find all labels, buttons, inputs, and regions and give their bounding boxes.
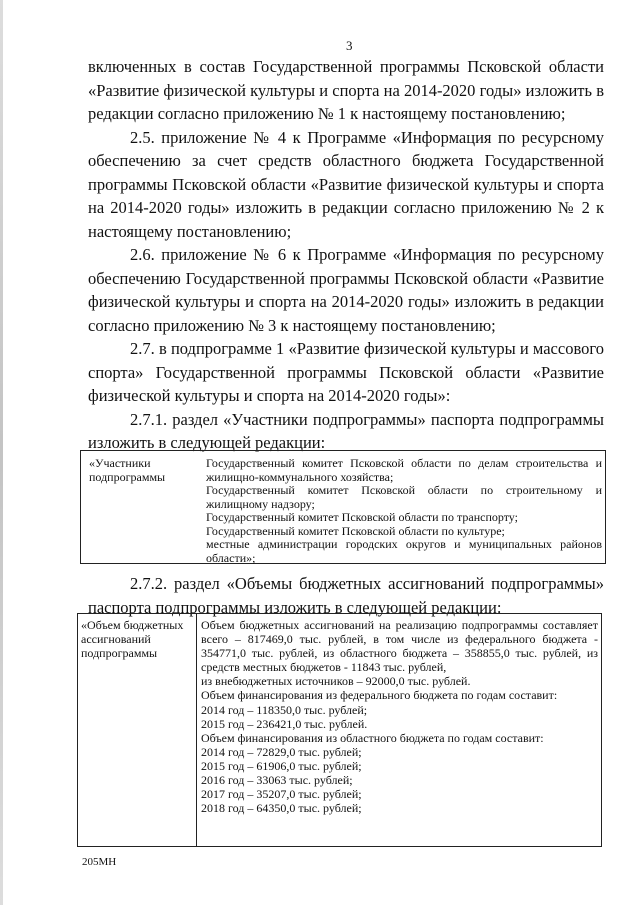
footer-code: 205МН: [82, 856, 117, 868]
column-divider: [196, 614, 197, 846]
participants-label: «Участники подпрограммы: [89, 456, 166, 484]
regional-year: 2016 год – 33063 тыс. рублей;: [201, 773, 353, 788]
participant-item: Государственный комитет Псковской области по строительному и жилищному надзору;: [206, 483, 602, 511]
regional-heading: Объем финансирования из областного бюджета по годам составит:: [201, 730, 544, 745]
budget-content: [201, 618, 598, 815]
paragraph-2-7-2: 2.7.2. раздел «Объемы бюджетных ассигнований подпрограммы» паспорта подпрограммы изложить в следующей редакции:: [88, 574, 604, 617]
regional-year: 2015 год – 61906,0 тыс. рублей;: [201, 758, 362, 773]
intro-continuation: включенных в состав Государственной программы Псковской области «Развитие физической культуры и спорта на 2014-2020 годы» изложить в редакции согласно приложению № 1 к настоящему постановлению;: [88, 57, 604, 123]
participant-item: Государственный комитет Псковской области по транспорту;: [206, 510, 518, 524]
participant-item: местные администрации городских округов и муниципальных районов области»;: [206, 537, 602, 565]
participants-table: [80, 450, 606, 564]
paragraph-2-7-2-block: [88, 572, 604, 619]
paragraph-2-7: 2.7. в подпрограмме 1 «Развитие физической культуры и массового спорта» Государственной программы Псковской области «Развитие физической культуры и спорта на 2014-2020 годы»:: [88, 339, 604, 405]
budget-total: Объем бюджетных ассигнований на реализацию подпрограммы составляет всего – 817469,0 тыс. рублей, в том числе из федерального бюджета - 354771,0 тыс. рублей, из областного бюджета – 358855,0 тыс. рублей, из средств местных бюджетов - 11843 тыс. рублей,: [201, 618, 598, 675]
participant-item: Государственный комитет Псковской области по делам строительства и жилищно-коммунального хозяйства;: [206, 456, 602, 484]
paragraph-2-5: 2.5. приложение № 4 к Программе «Информация по ресурсному обеспечению за счет средств областного бюджета Государственной программы Псковской области «Развитие физической культуры и спорта на 2014-2020 годы» изложить в редакции согласно приложению № 2 к настоящему постановлению;: [88, 127, 604, 241]
regional-year: 2014 год – 72829,0 тыс. рублей;: [201, 744, 362, 759]
paragraph-2-6: 2.6. приложение № 6 к Программе «Информация по ресурсному обеспечению Государственной программы Псковской области «Развитие физической культуры и спорта на 2014-2020 годы» изложить в редакции согласно приложению № 3 к настоящему постановлению;: [88, 245, 604, 335]
federal-heading: Объем финансирования из федерального бюджета по годам составит:: [201, 688, 558, 703]
participant-item: Государственный комитет Псковской области по культуре;: [206, 523, 505, 538]
scan-edge: [0, 0, 3, 905]
paragraph-2-7-1: 2.7.1. раздел «Участники подпрограммы» паспорта подпрограммы изложить в следующей редакции:: [88, 409, 604, 452]
regional-year: 2018 год – 64350,0 тыс. рублей;: [201, 801, 362, 816]
federal-year: 2015 год – 236421,0 тыс. рублей.: [201, 716, 368, 731]
page-number: 3: [346, 38, 353, 53]
regional-year: 2017 год – 35207,0 тыс. рублей;: [201, 787, 362, 802]
participants-list: [206, 457, 602, 565]
budget-table: [77, 613, 602, 847]
federal-year: 2014 год – 118350,0 тыс. рублей;: [201, 702, 368, 717]
intro-block: [88, 55, 604, 455]
budget-extra: из внебюджетных источников – 92000,0 тыс. рублей.: [201, 674, 471, 689]
budget-label: «Объем бюджетных ассигнований подпрограммы: [81, 618, 184, 661]
